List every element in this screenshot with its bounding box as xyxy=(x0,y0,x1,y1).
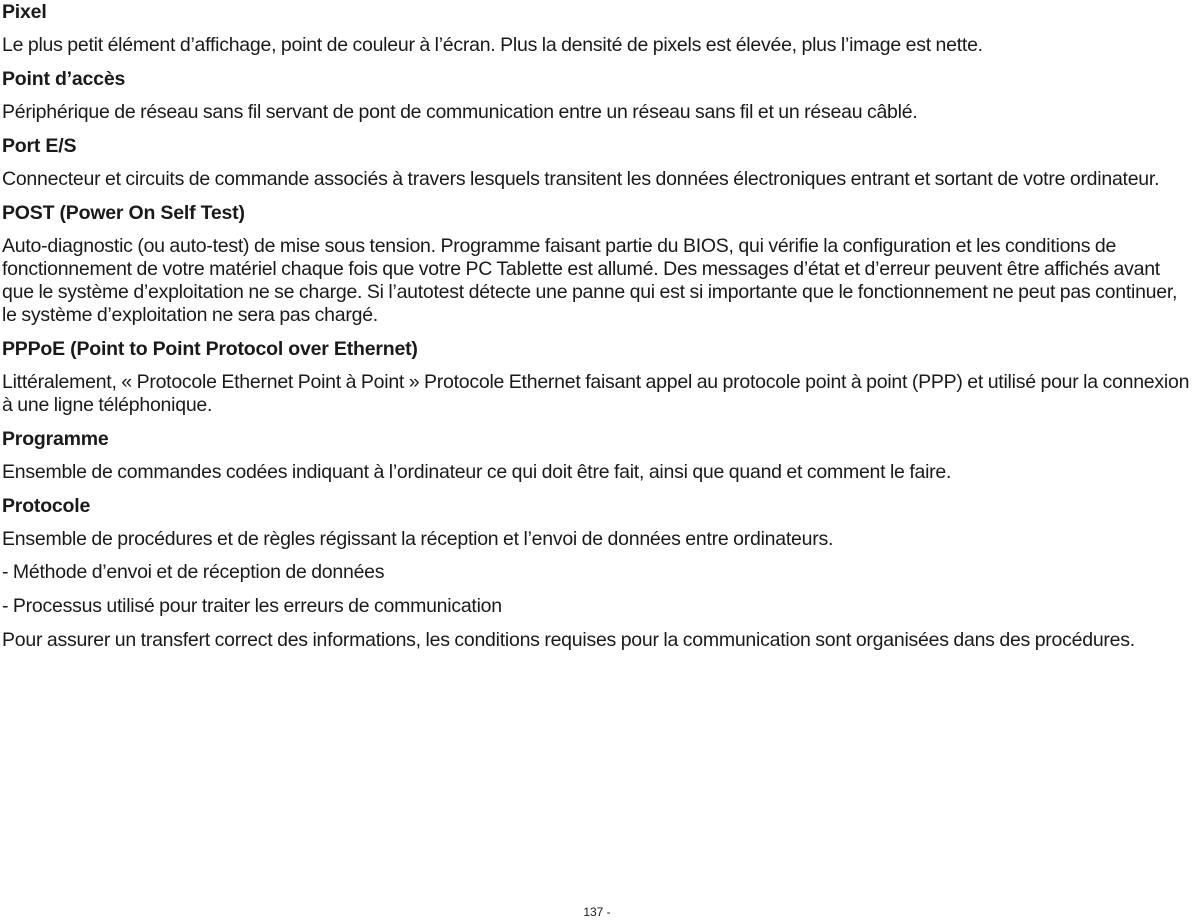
glossary-term: Programme xyxy=(2,428,109,450)
glossary-entry-point-dacces xyxy=(2,67,1190,124)
glossary-definition: Auto-diagnostic (ou auto-test) de mise sous tension. Programme faisant partie du BIOS, qui vérifie la configuration et les conditions de fonctionnement de votre matériel chaque fois que votre PC Tablette est allumé. Des messages d’état et d’erreur peuvent être affichés avant que le système d’exploitation ne se charge. Si l’autotest détecte une panne qui est si importante que le fonctionnement ne peut pas continuer, le système d’exploitation ne sera pas chargé. xyxy=(2,235,1178,326)
glossary-definition: Littéralement, « Protocole Ethernet Point à Point » Protocole Ethernet faisant appel au protocole point à point (PPP) et utilisé pour la connexion à une ligne téléphonique. xyxy=(2,371,1190,416)
glossary-entry-pppoe xyxy=(2,337,1190,417)
glossary-definition: Périphérique de réseau sans fil servant de pont de communication entre un réseau sans fil et un réseau câblé. xyxy=(2,101,918,123)
glossary-term: POST (Power On Self Test) xyxy=(2,202,245,224)
glossary-list xyxy=(2,0,1190,662)
list-item: - Processus utilisé pour traiter les erreurs de communication xyxy=(2,595,502,617)
glossary-term: PPPoE (Point to Point Protocol over Ethernet) xyxy=(2,338,418,360)
glossary-definition: Ensemble de commandes codées indiquant à l’ordinateur ce qui doit être fait, ainsi que quand et comment le faire. xyxy=(2,461,952,483)
glossary-definition: Connecteur et circuits de commande associés à travers lesquels transitent les données électroniques entrant et sortant de votre ordinateur. xyxy=(2,168,1160,190)
glossary-term: Pixel xyxy=(2,1,47,23)
page-number: 137 - xyxy=(583,905,611,919)
glossary-definition: Le plus petit élément d’affichage, point de couleur à l’écran. Plus la densité de pixels est élevée, plus l’image est nette. xyxy=(2,34,983,56)
glossary-entry-pixel xyxy=(2,0,1190,57)
glossary-term: Port E/S xyxy=(2,135,77,157)
glossary-definition: Ensemble de procédures et de règles régissant la réception et l’envoi de données entre ordinateurs. xyxy=(2,528,834,550)
glossary-entry-protocole xyxy=(2,494,1190,652)
glossary-entry-port-es xyxy=(2,134,1190,191)
glossary-entry-post xyxy=(2,201,1190,327)
glossary-closing-paragraph: Pour assurer un transfert correct des informations, les conditions requises pour la communication sont organisées dans des procédures. xyxy=(2,629,1135,651)
list-item: - Méthode d’envoi et de réception de données xyxy=(2,561,385,583)
glossary-term: Protocole xyxy=(2,495,91,517)
glossary-entry-programme xyxy=(2,427,1190,484)
glossary-term: Point d’accès xyxy=(2,68,126,90)
